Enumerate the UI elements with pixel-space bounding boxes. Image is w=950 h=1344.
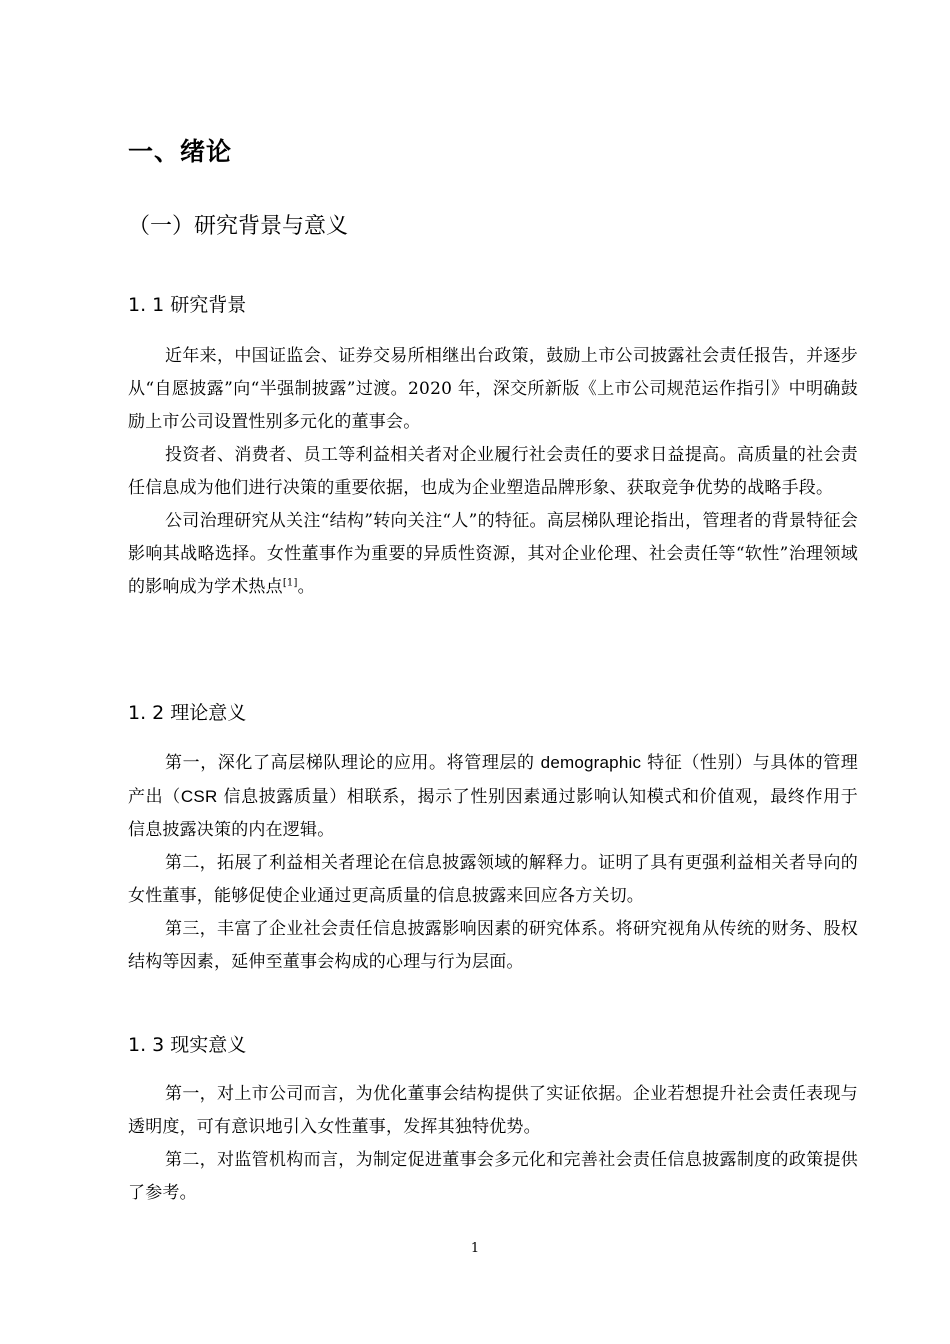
page-number: 1 bbox=[470, 1241, 480, 1256]
paragraph: 第一，深化了高层梯队理论的应用。将管理层的 demographic 特征（性别）与具体的管理产出（CSR 信息披露质量）相联系，揭示了性别因素通过影响认知模式和价值观，最终作用于信息披露决策的内在逻辑。 bbox=[128, 753, 858, 840]
paragraph: 第三，丰富了企业社会责任信息披露影响因素的研究体系。将研究视角从传统的财务、股权结构等因素，延伸至董事会构成的心理与行为层面。 bbox=[128, 919, 858, 972]
paragraph: 公司治理研究从关注“结构”转向关注“人”的特征。高层梯队理论指出，管理者的背景特征会影响其战略选择。女性董事作为重要的异质性资源，其对企业伦理、社会责任等“软性”治理领域的影响成为学术热点[1]。 bbox=[128, 511, 858, 597]
paragraph: 第二，拓展了利益相关者理论在信息披露领域的解释力。证明了具有更强利益相关者导向的女性董事，能够促使企业通过更高质量的信息披露来回应各方关切。 bbox=[128, 853, 858, 906]
subsection-heading-theory: 1. 2 理论意义 bbox=[128, 702, 247, 724]
subsection-heading-practice: 1. 3 现实意义 bbox=[128, 1034, 247, 1056]
paragraph: 第一，对上市公司而言，为优化董事会结构提供了实证依据。企业若想提升社会责任表现与透明度，可有意识地引入女性董事，发挥其独特优势。 bbox=[128, 1084, 858, 1137]
subsection-heading-background: 1. 1 研究背景 bbox=[128, 294, 247, 316]
subsection-body-practice bbox=[128, 1078, 858, 1210]
subsection-body-background bbox=[128, 340, 858, 604]
paragraph: 第二，对监管机构而言，为制定促进董事会多元化和完善社会责任信息披露制度的政策提供了参考。 bbox=[128, 1150, 858, 1203]
citation-reference: [1] bbox=[282, 577, 298, 589]
paragraph: 近年来，中国证监会、证券交易所相继出台政策，鼓励上市公司披露社会责任报告，并逐步从“自愿披露”向“半强制披露”过渡。2020 年，深交所新版《上市公司规范运作指引》中明确鼓励上市公司设置性别多元化的董事会。 bbox=[128, 346, 858, 432]
section-title: （一）研究背景与意义 bbox=[128, 214, 349, 239]
chapter-title: 一、绪论 bbox=[128, 137, 233, 166]
subsection-body-theory bbox=[128, 746, 858, 979]
paragraph: 投资者、消费者、员工等利益相关者对企业履行社会责任的要求日益提高。高质量的社会责任信息成为他们进行决策的重要依据，也成为企业塑造品牌形象、获取竞争优势的战略手段。 bbox=[128, 445, 858, 498]
